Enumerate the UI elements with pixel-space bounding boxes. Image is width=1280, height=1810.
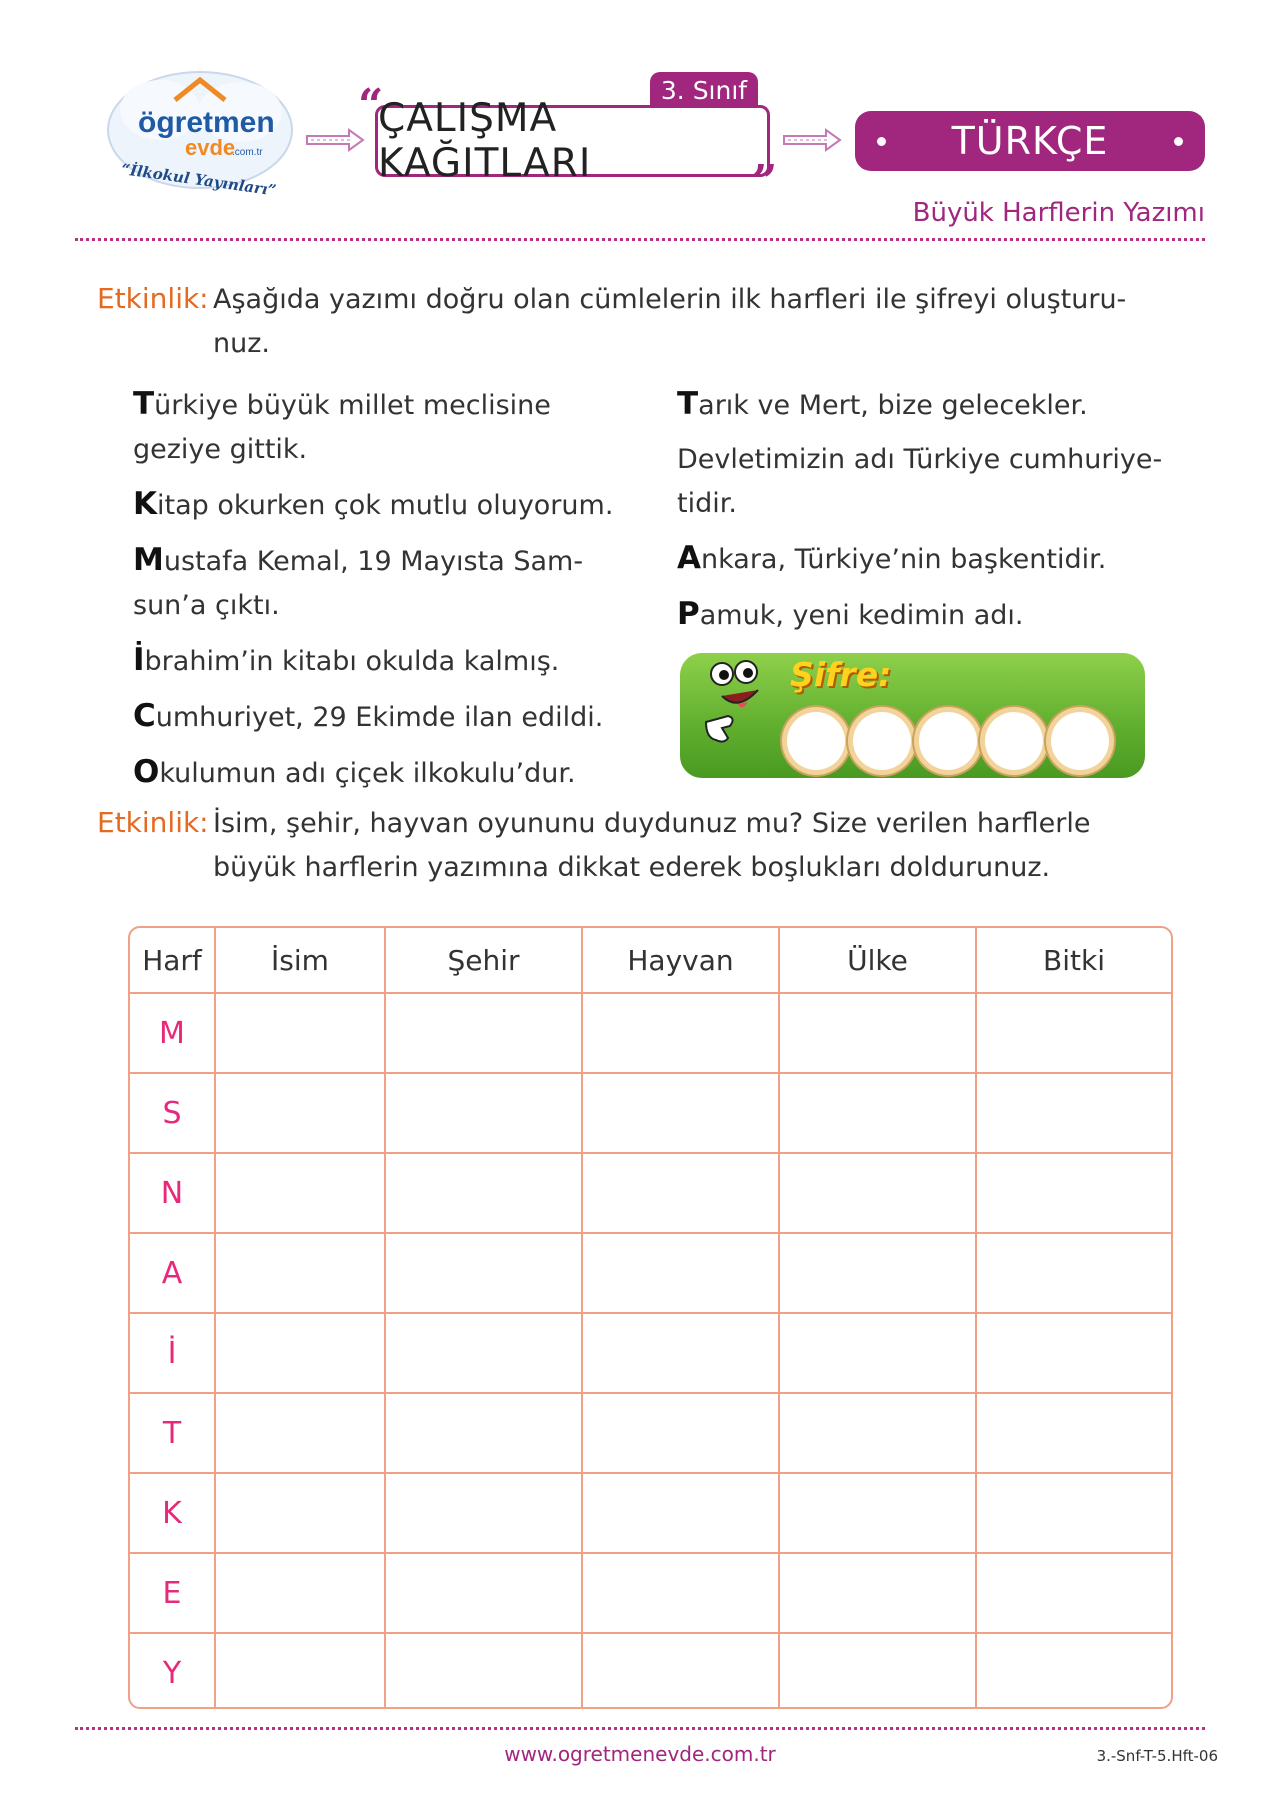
answer-cell[interactable] <box>385 1473 582 1553</box>
sentence-item <box>677 592 1187 638</box>
answer-cell[interactable] <box>582 1393 779 1473</box>
answer-cell[interactable] <box>582 1073 779 1153</box>
column-header: Hayvan <box>582 928 779 993</box>
grade-tab: 3. Sınıf <box>650 72 758 108</box>
sentence-text: ürkiye büyük millet meclisine <box>154 390 551 421</box>
initial-letter: T <box>133 386 155 422</box>
sentence-item <box>133 638 633 684</box>
answer-cell[interactable] <box>779 1233 976 1313</box>
row-letter: E <box>130 1553 215 1633</box>
table-row <box>130 1473 1171 1553</box>
right-sentence-list <box>677 382 1187 648</box>
column-header: Harf <box>130 928 215 993</box>
instruction-line: büyük harflerin yazımına dikkat ederek boşlukları doldurunuz. <box>213 852 1051 883</box>
sentence-item <box>677 382 1187 428</box>
answer-cell[interactable] <box>779 1313 976 1393</box>
table-row <box>130 1393 1171 1473</box>
password-slot[interactable] <box>1051 712 1109 770</box>
activity2-instruction <box>213 802 1173 890</box>
answer-cell[interactable] <box>385 1393 582 1473</box>
answer-cell[interactable] <box>976 1233 1171 1313</box>
answer-cell[interactable] <box>215 1553 385 1633</box>
open-quote-icon: “ <box>358 80 384 131</box>
answer-cell[interactable] <box>582 1153 779 1233</box>
answer-cell[interactable] <box>385 1073 582 1153</box>
logo-domain: .com.tr <box>232 147 263 158</box>
column-header: Ülke <box>779 928 976 993</box>
sentence-item <box>133 694 633 740</box>
logo-word2: evde <box>185 135 236 160</box>
site-logo <box>100 60 300 210</box>
answer-cell[interactable] <box>779 1473 976 1553</box>
answer-cell[interactable] <box>779 1393 976 1473</box>
initial-letter: T <box>677 386 699 422</box>
initial-letter: A <box>677 540 701 576</box>
initial-letter: K <box>133 486 158 522</box>
answer-cell[interactable] <box>582 1233 779 1313</box>
sentence-item <box>133 538 633 628</box>
row-letter: M <box>130 993 215 1073</box>
bullet-icon <box>1174 137 1183 146</box>
answer-cell[interactable] <box>779 1073 976 1153</box>
logo-word: ögretmen <box>138 106 275 139</box>
sentence-item <box>133 750 633 796</box>
footer-divider <box>75 1727 1205 1730</box>
row-letter: S <box>130 1073 215 1153</box>
answer-cell[interactable] <box>215 1233 385 1313</box>
answer-cell[interactable] <box>582 1313 779 1393</box>
answer-cell[interactable] <box>385 1313 582 1393</box>
table-row <box>130 1073 1171 1153</box>
bullet-icon <box>877 137 886 146</box>
table-row <box>130 1153 1171 1233</box>
sentence-item <box>677 536 1187 582</box>
answer-cell[interactable] <box>385 993 582 1073</box>
table-row <box>130 1233 1171 1313</box>
password-slot[interactable] <box>787 712 845 770</box>
sentence-text: amuk, yeni kedimin adı. <box>699 600 1024 631</box>
initial-letter: İ <box>133 642 145 678</box>
answer-cell[interactable] <box>779 1153 976 1233</box>
answer-cell[interactable] <box>385 1153 582 1233</box>
answer-cell[interactable] <box>582 993 779 1073</box>
subject-badge <box>855 111 1205 171</box>
table-row <box>130 993 1171 1073</box>
initial-letter: P <box>677 596 700 632</box>
column-header: Bitki <box>976 928 1171 993</box>
answer-cell[interactable] <box>385 1553 582 1633</box>
row-letter: Y <box>130 1633 215 1709</box>
left-sentence-list <box>133 382 633 806</box>
answer-cell[interactable] <box>779 1633 976 1709</box>
sentence-item <box>677 438 1187 526</box>
answer-cell[interactable] <box>976 1633 1171 1709</box>
column-header: İsim <box>215 928 385 993</box>
activity1-label: Etkinlik: <box>97 282 209 315</box>
answer-cell[interactable] <box>779 993 976 1073</box>
arrow-right-icon <box>782 128 842 152</box>
answer-cell[interactable] <box>215 1313 385 1393</box>
sentence-text: brahim’in kitabı okulda kalmış. <box>144 646 560 677</box>
answer-cell[interactable] <box>215 1393 385 1473</box>
answer-cell[interactable] <box>215 993 385 1073</box>
password-slot[interactable] <box>919 712 977 770</box>
answer-cell[interactable] <box>582 1473 779 1553</box>
answer-cell[interactable] <box>976 1073 1171 1153</box>
answer-cell[interactable] <box>215 1633 385 1709</box>
sentence-text: Devletimizin adı Türkiye cumhuriye- <box>677 444 1163 475</box>
answer-cell[interactable] <box>385 1633 582 1709</box>
arrow-right-icon <box>305 128 365 152</box>
instruction-line: İsim, şehir, hayvan oyununu duydunuz mu? Size verilen harflerle <box>213 808 1091 839</box>
answer-cell[interactable] <box>976 993 1171 1073</box>
sentence-item <box>133 482 633 528</box>
logo-tagline: “İlkokul Yayınları” <box>120 160 278 200</box>
sentence-text: ustafa Kemal, 19 Mayısta Sam- <box>163 546 584 577</box>
header-divider <box>75 238 1205 241</box>
answer-cell[interactable] <box>582 1633 779 1709</box>
table-header-row <box>130 928 1171 993</box>
answer-cell[interactable] <box>976 1313 1171 1393</box>
answer-cell[interactable] <box>215 1073 385 1153</box>
answer-cell[interactable] <box>385 1233 582 1313</box>
smiley-mascot-icon <box>700 660 770 770</box>
title-box <box>375 96 770 186</box>
instruction-line: Aşağıda yazımı doğru olan cümlelerin ilk harfleri ile şifreyi oluşturu- <box>213 284 1127 315</box>
answer-cell[interactable] <box>215 1473 385 1553</box>
password-slot[interactable] <box>853 712 911 770</box>
close-quote-icon: ” <box>752 156 778 207</box>
answer-cell[interactable] <box>976 1553 1171 1633</box>
password-label: Şifre: <box>790 655 892 694</box>
initial-letter: O <box>133 754 160 790</box>
table-row <box>130 1553 1171 1633</box>
instruction-line: nuz. <box>213 328 270 359</box>
page-title: ÇALIŞMA KAĞITLARI <box>378 96 592 186</box>
sentence-text: geziye gittik. <box>133 434 308 465</box>
initial-letter: C <box>133 698 156 734</box>
sentence-text: umhuriyet, 29 Ekimde ilan edildi. <box>155 702 604 733</box>
game-table <box>128 926 1173 1709</box>
answer-cell[interactable] <box>215 1153 385 1233</box>
document-code: 3.-Snf-T-5.Hft-06 <box>1096 1747 1218 1765</box>
row-letter: A <box>130 1233 215 1313</box>
answer-cell[interactable] <box>779 1553 976 1633</box>
answer-cell[interactable] <box>976 1153 1171 1233</box>
sentence-text: itap okurken çok mutlu oluyorum. <box>157 490 614 521</box>
activity2-label: Etkinlik: <box>97 806 209 839</box>
row-letter: K <box>130 1473 215 1553</box>
table-row <box>130 1633 1171 1709</box>
sentence-item <box>133 382 633 472</box>
initial-letter: M <box>133 542 164 578</box>
answer-cell[interactable] <box>976 1393 1171 1473</box>
footer-url-link[interactable]: www.ogretmenevde.com.tr <box>504 1742 776 1766</box>
column-header: Şehir <box>385 928 582 993</box>
password-slot[interactable] <box>985 712 1043 770</box>
sentence-text: tidir. <box>677 488 737 519</box>
topic-title: Büyük Harflerin Yazımı <box>912 198 1205 228</box>
row-letter: İ <box>130 1313 215 1393</box>
sentence-text: arık ve Mert, bize gelecekler. <box>698 390 1088 421</box>
answer-cell[interactable] <box>582 1553 779 1633</box>
sentence-text: kulumun adı çiçek ilkokulu’dur. <box>159 758 576 789</box>
activity1-instruction <box>213 278 1173 366</box>
sentence-text: sun’a çıktı. <box>133 590 280 621</box>
subject-label: TÜRKÇE <box>951 119 1109 163</box>
row-letter: T <box>130 1393 215 1473</box>
row-letter: N <box>130 1153 215 1233</box>
table-row <box>130 1313 1171 1393</box>
sentence-text: nkara, Türkiye’nin başkentidir. <box>701 544 1107 575</box>
answer-cell[interactable] <box>976 1473 1171 1553</box>
